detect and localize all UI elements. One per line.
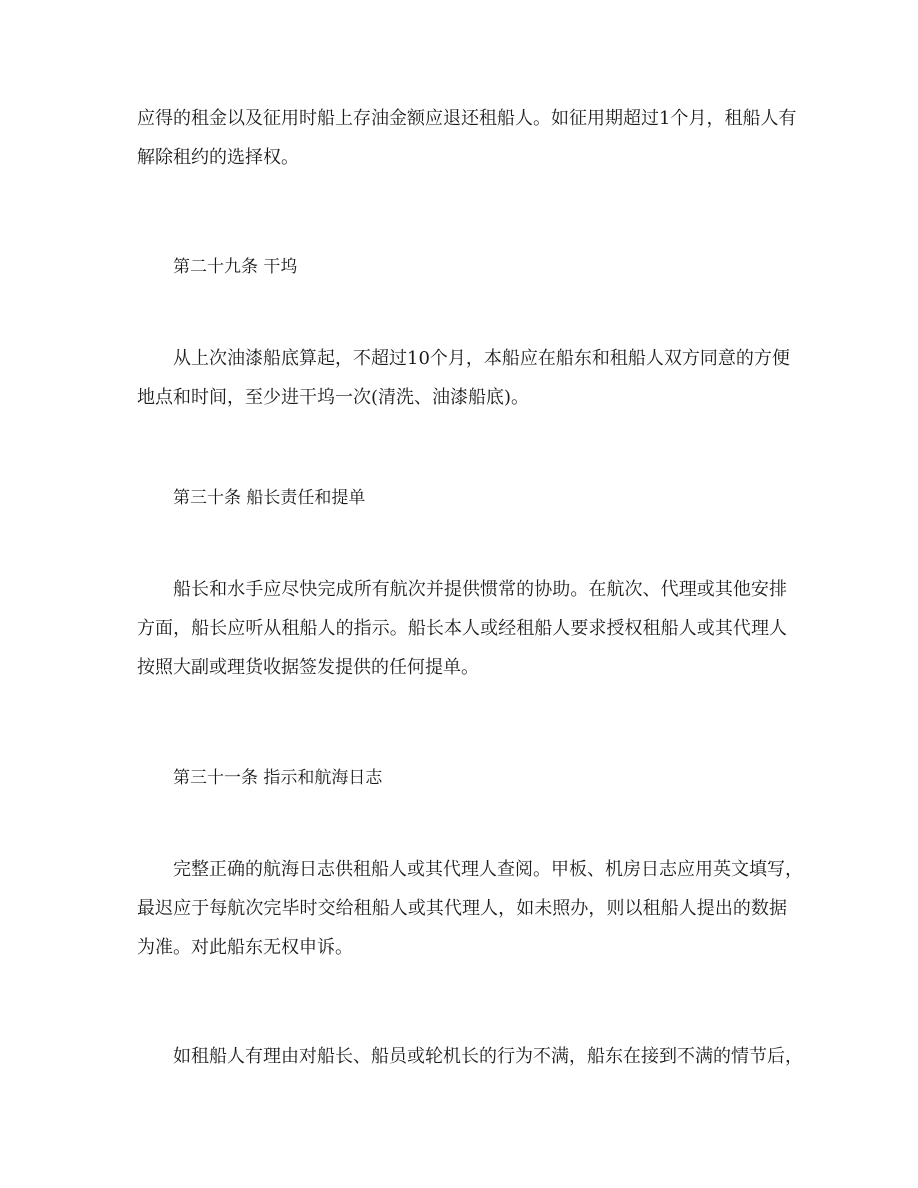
paragraph-line: 最迟应于每航次完毕时交给租船人或其代理人，如未照办，则以租船人提出的数据: [137, 898, 787, 919]
paragraph-line: 按照大副或理货收据签发提供的任何提单。: [137, 657, 479, 678]
paragraph-line: 完整正确的航海日志供租船人或其代理人查阅。甲板、机房日志应用英文填写，: [173, 859, 803, 880]
paragraph-line: 为准。对此船东无权申诉。: [137, 937, 353, 958]
paragraph-complaint: [137, 1037, 803, 1076]
paragraph-line: 从上次油漆船底算起，不超过10个月，本船应在船东和租船人双方同意的方便: [173, 348, 790, 369]
paragraph-line: 如租船人有理由对船长、船员或轮机长的行为不满，船东在接到不满的情节后，: [173, 1046, 803, 1067]
paragraph-line: 船长和水手应尽快完成所有航次并提供惯常的协助。在航次、代理或其他安排: [173, 579, 787, 600]
paragraph-drydock: [137, 339, 790, 417]
paragraph-logbook: [137, 850, 803, 967]
article-30-heading: 第三十条 船长责任和提单: [173, 488, 366, 508]
paragraph-line: 解除租约的选择权。: [137, 147, 299, 168]
paragraph-line: 地点和时间，至少进干坞一次(清洗、油漆船底)。: [137, 387, 530, 408]
article-31-heading: 第三十一条 指示和航海日志: [173, 768, 383, 788]
paragraph-line: 方面，船长应听从租船人的指示。船长本人或经租船人要求授权租船人或其代理人: [137, 618, 787, 639]
paragraph-master-responsibility: [137, 570, 787, 687]
article-29-heading: 第二十九条 干坞: [173, 257, 298, 277]
paragraph-requisition-continued: [137, 99, 797, 177]
paragraph-line: 应得的租金以及征用时船上存油金额应退还租船人。如征用期超过1个月，租船人有: [137, 108, 797, 129]
